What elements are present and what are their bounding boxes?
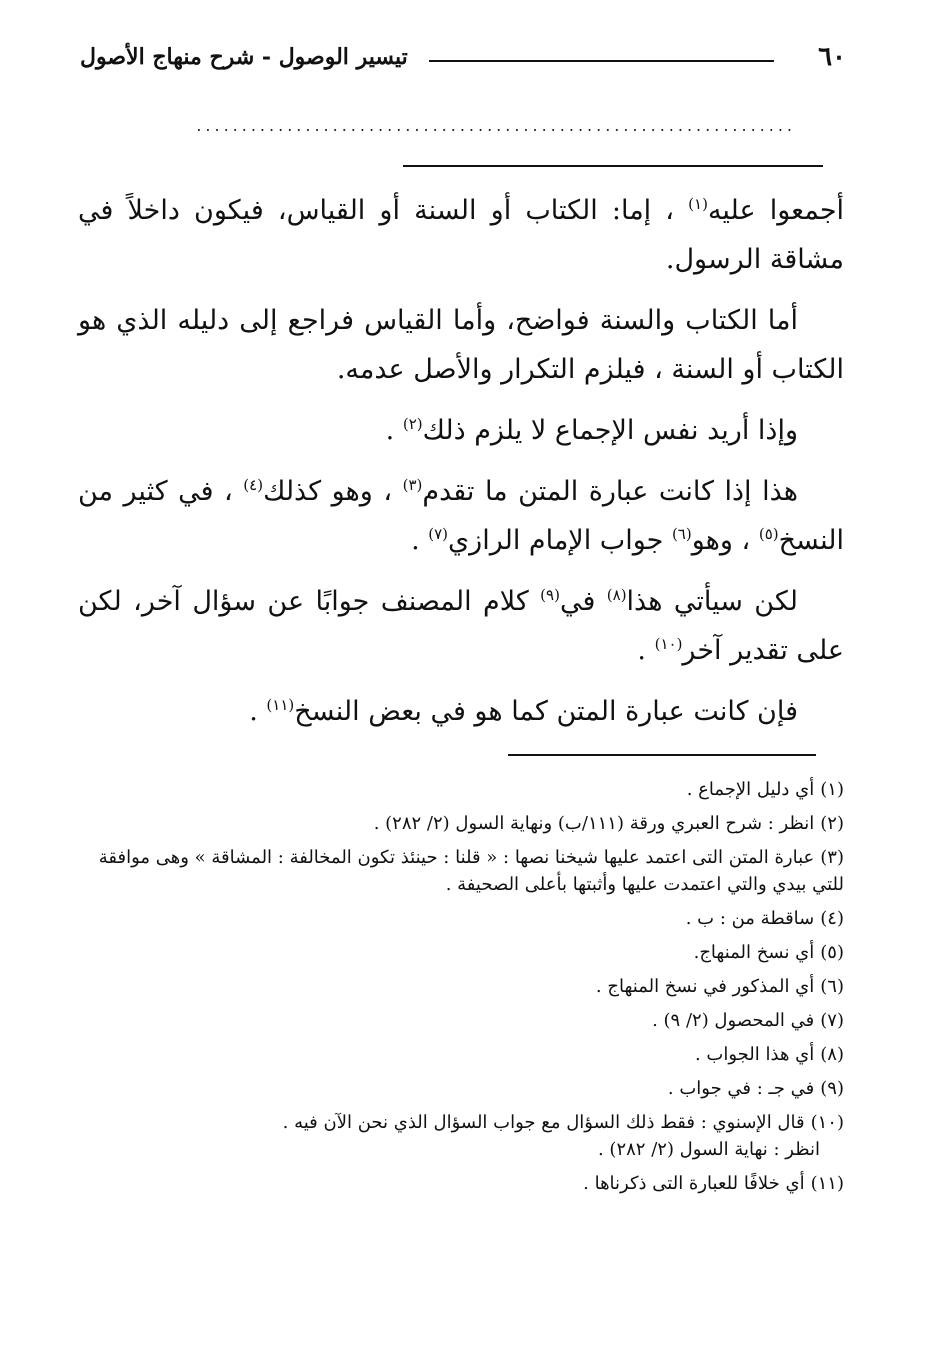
text-run: ، وهو كذلك bbox=[263, 476, 403, 507]
text-run: هذا إذا كانت عبارة المتن ما تقدم bbox=[422, 476, 798, 507]
footnote-7 bbox=[78, 1007, 844, 1034]
text-run: . bbox=[385, 415, 403, 446]
text-run: ، إما: الكتاب أو السنة أو القياس، فيكون داخلاً في مشاقة الرسول. bbox=[78, 195, 844, 275]
text-run: أما الكتاب والسنة فواضح، وأما القياس فراجع إلى دليله الذي هو الكتاب أو السنة ، فيلزم التكرار والأصل عدمه. bbox=[78, 305, 844, 385]
footnote-ref: (١٠) bbox=[654, 635, 683, 653]
text-run: . bbox=[637, 635, 655, 666]
footnote-number: (٧) bbox=[820, 1010, 844, 1031]
running-header bbox=[80, 40, 846, 90]
header-rule bbox=[429, 60, 774, 62]
footnote-text: انظر : شرح العبري ورقة (١١١/ب) ونهاية السول (٢/ ٢٨٢) . bbox=[373, 813, 815, 834]
omission-dots: .................................................................. bbox=[196, 116, 796, 135]
footnote-1 bbox=[78, 776, 844, 803]
footnote-number: (١١) bbox=[810, 1173, 844, 1194]
footnote-11 bbox=[78, 1170, 844, 1197]
footnote-text: عبارة المتن التى اعتمد عليها شيخنا نصها : « قلنا : حينئذ تكون المخالفة : المشاقة » وهى موافقة للتي بيدي والتي اعتمدت عليها وأثبتها بأعلى الصحيفة . bbox=[98, 847, 844, 895]
footnote-ref: (٤) bbox=[243, 476, 264, 494]
paragraph-3 bbox=[78, 406, 844, 455]
footnote-number: (١) bbox=[820, 779, 844, 800]
footnote-text: قال الإسنوي : فقط ذلك السؤال مع جواب السؤال الذي نحن الآن فيه . bbox=[282, 1112, 805, 1133]
footnote-ref: (٨) bbox=[606, 586, 627, 604]
text-run: . bbox=[411, 525, 429, 556]
text-run: . bbox=[249, 696, 267, 727]
footnote-ref: (٢) bbox=[402, 415, 423, 433]
footnote-text: أي دليل الإجماع . bbox=[686, 779, 815, 800]
book-title: تيسير الوصول - شرح منهاج الأصول bbox=[80, 44, 408, 70]
page-number: ٦٠ bbox=[818, 42, 846, 72]
main-text bbox=[78, 186, 844, 748]
paragraph-5 bbox=[78, 577, 844, 675]
footnote-6 bbox=[78, 973, 844, 1000]
footnote-number: (٩) bbox=[820, 1078, 844, 1099]
footnote-ref: (١) bbox=[688, 195, 708, 213]
footnote-number: (٣) bbox=[820, 847, 844, 868]
footnote-ref: (٦) bbox=[671, 525, 692, 543]
footnote-continuation: انظر : نهاية السول (٢/ ٢٨٢) . bbox=[597, 1139, 820, 1160]
footnote-text: أي نسخ المنهاج. bbox=[693, 942, 815, 963]
paragraph-2 bbox=[78, 296, 844, 394]
footnote-text: ساقطة من : ب . bbox=[685, 908, 815, 929]
text-run: كلام المصنف جوابًا عن سؤال آخر، لكن على تقدير آخر bbox=[78, 586, 844, 666]
footnote-number: (٥) bbox=[820, 942, 844, 963]
footnotes bbox=[78, 776, 844, 1204]
footnote-10 bbox=[78, 1109, 844, 1163]
footnote-ref: (٧) bbox=[428, 525, 449, 543]
footnote-text: في المحصول (٢/ ٩) . bbox=[652, 1010, 815, 1031]
footnote-9 bbox=[78, 1075, 844, 1102]
paragraph-4 bbox=[78, 467, 844, 565]
text-run: ، وهو bbox=[691, 525, 759, 556]
paragraph-1 bbox=[78, 186, 844, 284]
text-run: جواب الإمام الرازي bbox=[448, 525, 672, 556]
footnote-number: (١٠) bbox=[810, 1112, 844, 1133]
footnote-number: (٢) bbox=[820, 813, 844, 834]
footnote-3 bbox=[78, 844, 844, 898]
footnote-text: أي خلافًا للعبارة التى ذكرناها . bbox=[583, 1173, 805, 1194]
footnote-2 bbox=[78, 810, 844, 837]
text-run: أجمعوا عليه bbox=[707, 195, 845, 226]
footnote-ref: (٣) bbox=[402, 476, 423, 494]
footnote-ref: (١١) bbox=[266, 696, 295, 714]
text-run: لكن سيأتي هذا bbox=[626, 586, 798, 617]
footnote-number: (٤) bbox=[820, 908, 844, 929]
footnote-5 bbox=[78, 939, 844, 966]
footnote-number: (٨) bbox=[820, 1044, 844, 1065]
text-run: فإن كانت عبارة المتن كما هو في بعض النسخ bbox=[294, 696, 798, 727]
paragraph-6 bbox=[78, 687, 844, 736]
footnote-text: أي المذكور في نسخ المنهاج . bbox=[595, 976, 815, 997]
footnote-ref: (٥) bbox=[758, 525, 779, 543]
footnote-number: (٦) bbox=[820, 976, 844, 997]
footnote-8 bbox=[78, 1041, 844, 1068]
footnote-separator bbox=[508, 754, 816, 756]
footnote-text: في جـ : في جواب . bbox=[667, 1078, 815, 1099]
text-run: ، في كثير من النسخ bbox=[78, 476, 844, 556]
footnote-text: أي هذا الجواب . bbox=[694, 1044, 815, 1065]
text-run: وإذا أريد نفس الإجماع لا يلزم ذلك bbox=[422, 415, 798, 446]
footnote-4 bbox=[78, 905, 844, 932]
footnote-ref: (٩) bbox=[540, 586, 560, 604]
section-rule bbox=[403, 165, 823, 167]
text-run: في bbox=[559, 586, 607, 617]
